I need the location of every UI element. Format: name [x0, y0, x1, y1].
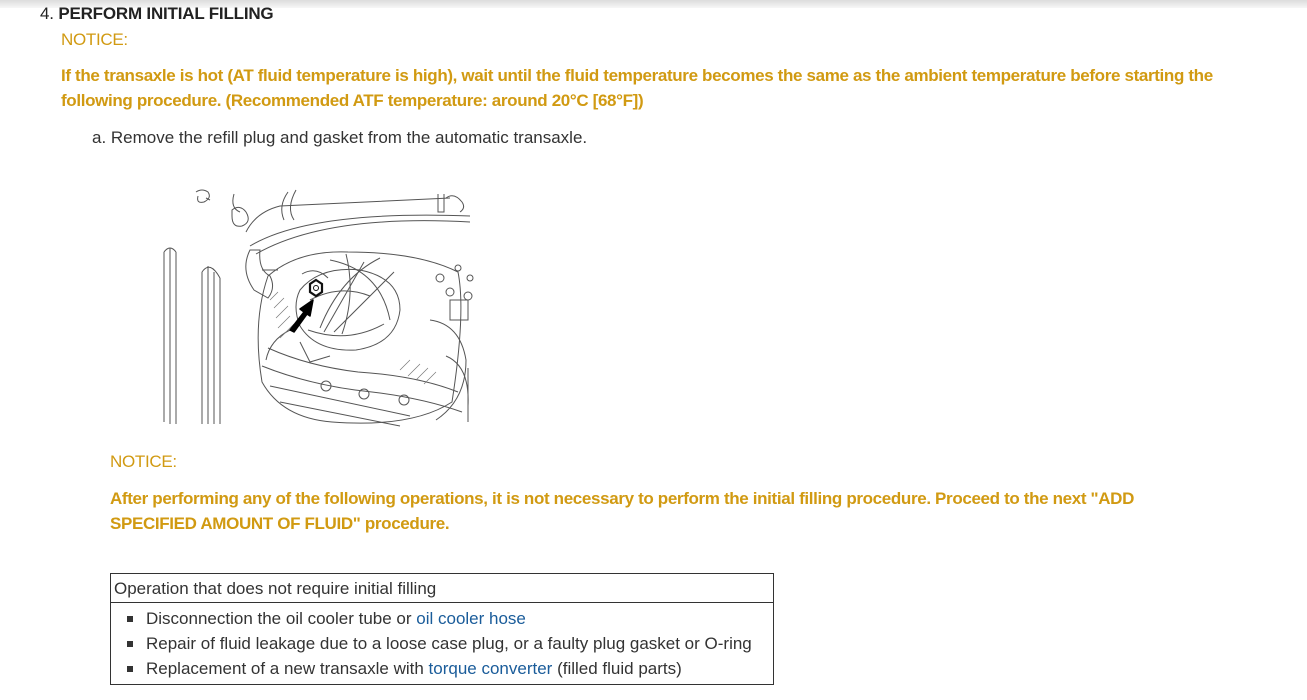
list-item-text: Replacement of a new transaxle with	[146, 659, 429, 678]
list-item	[111, 606, 773, 631]
operations-table-cell	[111, 603, 774, 685]
notice-label-2: NOTICE:	[110, 452, 177, 471]
transaxle-illustration	[150, 180, 490, 435]
torque-converter-link[interactable]: torque converter	[428, 659, 553, 678]
arrow-icon	[150, 180, 490, 435]
operations-list	[111, 606, 773, 681]
list-item-text: Disconnection the oil cooler tube or	[146, 609, 417, 628]
list-item	[111, 656, 773, 681]
bullet-icon	[127, 666, 133, 672]
list-item	[111, 631, 773, 656]
notice-label: NOTICE:	[61, 30, 128, 49]
step-heading	[40, 4, 273, 24]
operations-table-header: Operation that does not require initial filling	[111, 574, 774, 603]
list-item-text: Repair of fluid leakage due to a loose case plug, or a faulty plug gasket or O-ring	[146, 634, 752, 653]
step-number: 4.	[40, 4, 54, 23]
bullet-icon	[127, 616, 133, 622]
bullet-icon	[127, 641, 133, 647]
step-title: PERFORM INITIAL FILLING	[58, 4, 274, 23]
notice-text-2: After performing any of the following operations, it is not necessary to perform the initial filling procedure. Proceed to the next "ADD SPECIFIED AMOUNT OF FLUID" procedure.	[110, 489, 1135, 533]
substep-a: a. Remove the refill plug and gasket from the automatic transaxle.	[92, 128, 588, 147]
notice-text: If the transaxle is hot (AT fluid temperature is high), wait until the fluid temperature becomes the same as the ambient temperature before starting the following procedure. (Recommended ATF temperature: around 20°C [68°F])	[61, 66, 1213, 110]
list-item-text-suffix: (filled fluid parts)	[552, 659, 682, 678]
oil-cooler-hose-link[interactable]: oil cooler hose	[416, 609, 526, 628]
operations-table	[110, 573, 774, 685]
